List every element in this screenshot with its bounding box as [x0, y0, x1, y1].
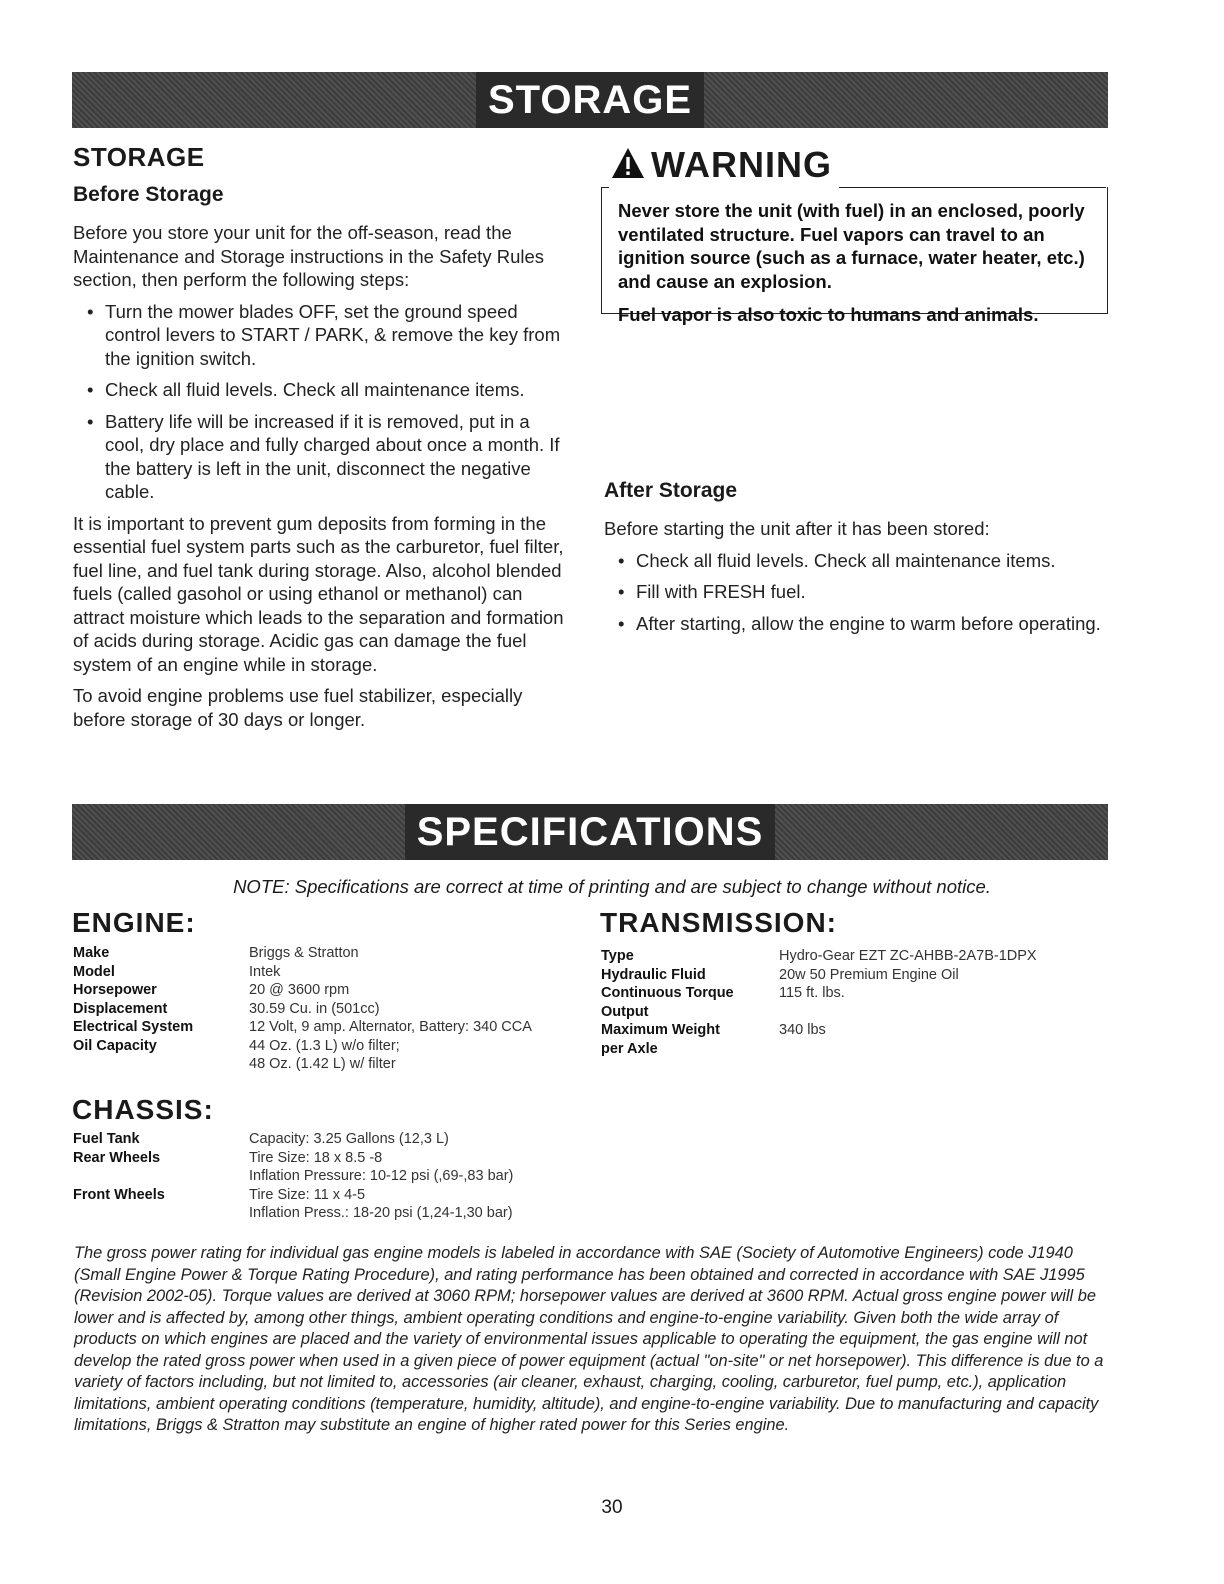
engine-spec-table: [73, 944, 532, 1074]
storage-banner-title: STORAGE: [476, 72, 704, 128]
before-storage-heading: Before Storage: [73, 183, 224, 206]
table-row: Front Wheels Tire Size: 11 x 4-5: [73, 1186, 366, 1203]
table-row: Inflation Press.: 18-20 psi (1,24-1,30 bar): [249, 1205, 513, 1221]
specifications-banner: [72, 804, 1108, 860]
table-row: Maximum Weight 340 lbs: [601, 1022, 826, 1038]
table-row: 48 Oz. (1.42 L) w/ filter: [249, 1056, 396, 1072]
list-item: • Check all fluid levels. Check all maintenance items.: [604, 549, 1104, 573]
chassis-heading: CHASSIS:: [72, 1094, 214, 1125]
list-item: • Turn the mower blades OFF, set the ground speed control levers to START / PARK, & remove the key from the ignition switch.: [73, 300, 573, 371]
transmission-spec-table: [601, 947, 1037, 1058]
gross-power-disclaimer: The gross power rating for individual gas engine models is labeled in accordance with SAE (Society of Automotive Engineers) code J1940 (Small Engine Power & Torque Rating Procedure), and rating performance has been obtained and corrected in accordance with SAE J1995 (Revision 2002-05). Torque values are derived at 3060 RPM; horsepower values are derived at 3600 RPM. Actual gross engine power will be lower and is affected by, among other things, ambient operating conditions and engine-to-engine variability. Given both the wide array of products on which engines are placed and the variety of environmental issues applicable to operating the equipment, the gas engine will not develop the rated gross power when used in a given piece of power equipment (actual "on-site" or net horsepower). This difference is due to a variety of factors including, but not limited to, accessories (air cleaner, exhaust, charging, cooling, carburetor, fuel pump, etc.), application limitations, ambient operating conditions (temperature, humidity, altitude), and engine-to-engine variability. Due to manufacturing and capacity limitations, Briggs & Stratton may substitute an engine of higher rated power for this Series engine.: [74, 1244, 1104, 1434]
warning-text: Never store the unit (with fuel) in an enclosed, poorly ventilated structure. Fuel vapors can travel to an ignition source (such as a furnace, water heater, etc.) and cause an explosion.: [618, 200, 1085, 292]
table-row: Model Intek: [73, 963, 281, 980]
before-storage-list: [73, 300, 573, 504]
before-storage-section: [73, 221, 573, 731]
table-row: Output: [601, 1003, 649, 1020]
after-storage-intro: Before starting the unit after it has been stored:: [604, 518, 990, 539]
after-storage-heading: After Storage: [604, 479, 738, 502]
table-row: Make Briggs & Stratton: [73, 945, 359, 961]
warning-box: [601, 187, 1108, 325]
warning-title: WARNING: [651, 144, 832, 185]
table-row: Horsepower 20 @ 3600 rpm: [73, 982, 350, 998]
warning-toxic-text: Fuel vapor is also toxic to humans and animals.: [618, 304, 1039, 325]
before-storage-intro: Before you store your unit for the off-season, read the Maintenance and Storage instructions in the Safety Rules section, then perform the following steps:: [73, 222, 545, 290]
specifications-banner-title: SPECIFICATIONS: [405, 804, 776, 860]
after-storage-list: [604, 549, 1104, 636]
table-row: Electrical System 12 Volt, 9 amp. Alternator, Battery: 340 CCA: [73, 1019, 532, 1035]
table-row: Type Hydro-Gear EZT ZC-AHBB-2A7B-1DPX: [601, 948, 1037, 964]
list-item: • Check all fluid levels. Check all maintenance items.: [73, 378, 573, 402]
chassis-spec-table: [73, 1130, 513, 1223]
storage-heading: STORAGE: [73, 142, 205, 172]
transmission-heading: TRANSMISSION:: [600, 907, 837, 938]
list-item: • After starting, allow the engine to warm before operating.: [604, 612, 1104, 636]
list-item: • Fill with FRESH fuel.: [604, 580, 1104, 604]
table-row: Hydraulic Fluid 20w 50 Premium Engine Oil: [601, 966, 959, 983]
table-row: Rear Wheels Tire Size: 18 x 8.5 -8: [73, 1149, 383, 1166]
after-storage-section: [604, 517, 1104, 643]
storage-banner: [72, 72, 1108, 128]
warning-header: [601, 143, 1106, 187]
list-item: • Battery life will be increased if it is removed, put in a cool, dry place and fully charged about once a month. If the battery is left in the unit, disconnect the negative cable.: [73, 410, 573, 504]
fuel-stabilizer-paragraph: To avoid engine problems use fuel stabilizer, especially before storage of 30 days or longer.: [73, 685, 523, 730]
table-row: Fuel Tank Capacity: 3.25 Gallons (12,3 L): [73, 1131, 449, 1147]
specifications-note: NOTE: Specifications are correct at time of printing and are subject to change without notice.: [233, 876, 991, 897]
page-number: 30: [601, 1497, 623, 1518]
table-row: Continuous Torque 115 ft. lbs.: [601, 985, 845, 1001]
table-row: Displacement 30.59 Cu. in (501cc): [73, 1000, 380, 1017]
fuel-system-paragraph: It is important to prevent gum deposits from forming in the essential fuel system parts such as the carburetor, fuel filter, fuel line, and fuel tank during storage. Also, alcohol blended fuels (called gasohol or using ethanol or methanol) can attract moisture which leads to the separation and formation of acids during storage. Acidic gas can damage the fuel system of an engine while in storage.: [73, 512, 564, 675]
warning-triangle-icon: [611, 147, 645, 179]
table-row: Inflation Pressure: 10-12 psi (,69-,83 bar): [249, 1168, 514, 1184]
table-row: per Axle: [601, 1040, 658, 1057]
engine-heading: ENGINE:: [72, 907, 196, 938]
table-row: Oil Capacity 44 Oz. (1.3 L) w/o filter;: [73, 1037, 400, 1054]
